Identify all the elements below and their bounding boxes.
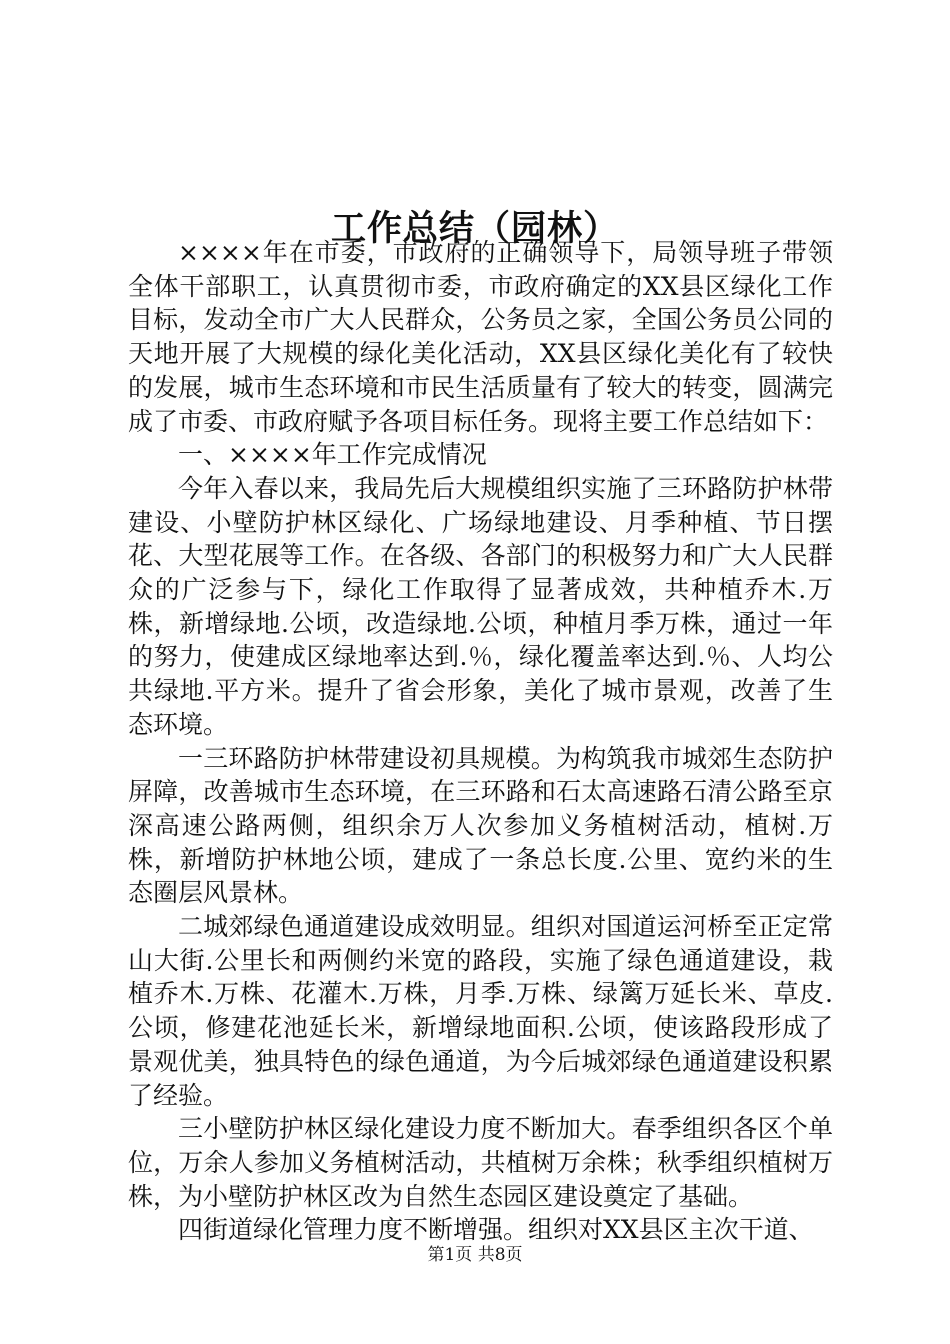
paragraph-item-2: 二城郊绿色通道建设成效明显。组织对国道运河桥至正定常山大街.公里长和两侧约米宽的路段，实施了绿色通道建设，栽植乔木.万株、花灌木.万株，月季.万株、绿篱万延长米、草皮.公顷，修建花池延长米，新增绿地面积.公顷，使该路段形成了景观优美，独具特色的绿色通道，为今后城郊绿色通道建设积累了经验。	[128, 912, 833, 1110]
section-heading-1: 一、××××年工作完成情况	[178, 440, 487, 470]
page-footer: 第1页 共8页	[427, 1245, 523, 1265]
paragraph-item-3: 三小壁防护林区绿化建设力度不断加大。春季组织各区个单位，万余人参加义务植树活动，共植树万余株；秋季组织植树万株，为小壁防护林区改为自然生态园区建设奠定了基础。	[128, 1114, 833, 1211]
paragraph-overview: 今年入春以来，我局先后大规模组织实施了三环路防护林带建设、小壁防护林区绿化、广场绿地建设、月季种植、节日摆花、大型花展等工作。在各级、各部门的积极努力和广大人民群众的广泛参与下，绿化工作取得了显著成效，共种植乔木.万株，新增绿地.公顷，改造绿地.公顷，种植月季万株，通过一年的努力，使建成区绿地率达到.％，绿化覆盖率达到.％、人均公共绿地.平方米。提升了省会形象，美化了城市景观，改善了生态环境。	[128, 473, 833, 739]
document-body	[128, 236, 833, 1247]
paragraph-intro: ××××年在市委，市政府的正确领导下，局领导班子带领全体干部职工，认真贯彻市委，市政府确定的XX县区绿化工作目标，发动全市广大人民群众，公务员之家，全国公务员公同的天地开展了大规模的绿化美化活动，XX县区绿化美化有了较快的发展，城市生态环境和市民生活质量有了较大的转变，圆满完成了市委、市政府赋予各项目标任务。现将主要工作总结如下：	[128, 238, 833, 436]
paragraph-item-1: 一三环路防护林带建设初具规模。为构筑我市城郊生态防护屏障，改善城市生态环境，在三环路和石太高速路石清公路至京深高速公路两侧，组织余万人次参加义务植树活动，植树.万株，新增防护林地公顷，建成了一条总长度.公里、宽约米的生态圈层风景林。	[128, 743, 833, 908]
document-title: 工作总结（园林）	[330, 208, 619, 250]
paragraph-item-4: 四街道绿化管理力度不断增强。组织对XX县区主次干道、	[178, 1215, 814, 1245]
